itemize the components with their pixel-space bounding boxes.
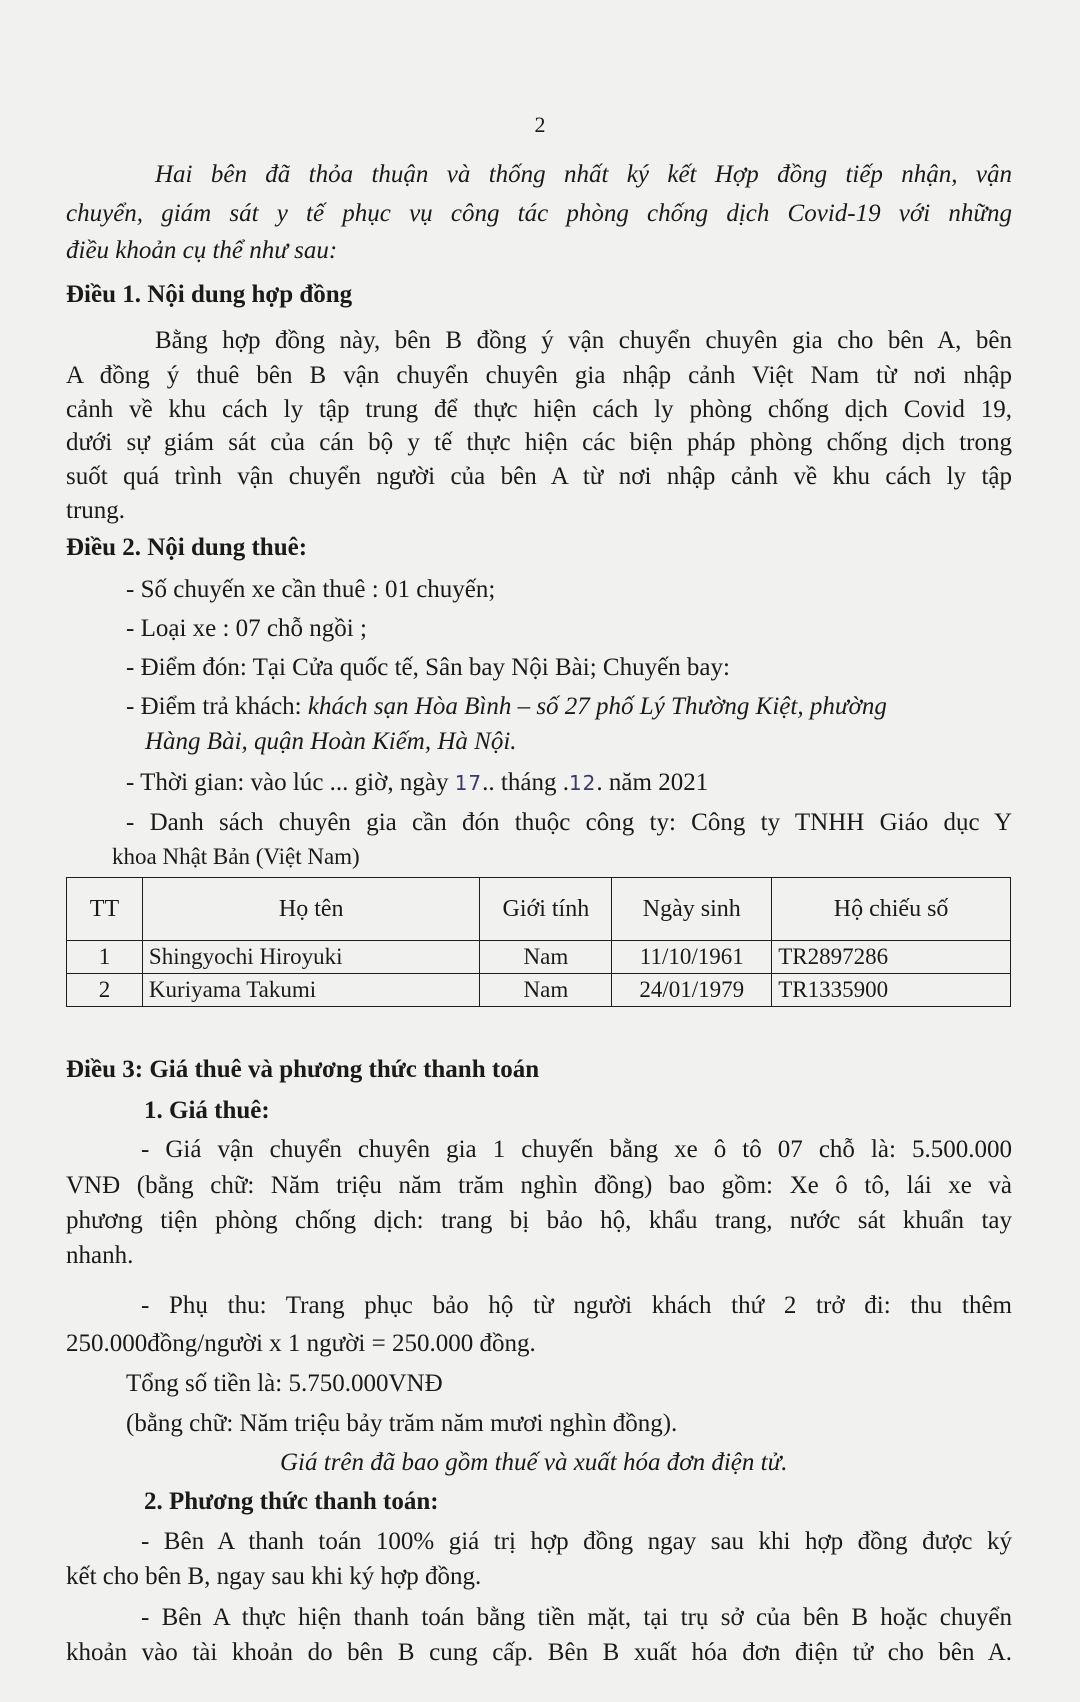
phu-thu-line-1: - Phụ thu: Trang phục bảo hộ từ người khách thứ 2 trở đi: thu thêm — [141, 1292, 1012, 1319]
intro-line-3: điều khoản cụ thể như sau: — [66, 237, 338, 264]
thoi-gian-mid: .. tháng . — [482, 769, 569, 796]
dieu1-line-5: suốt quá trình vận chuyển người của bên A từ nơi nhập cảnh về khu cách ly tập — [66, 463, 1012, 490]
pt-line-2: kết cho bên B, ngay sau khi ký hợp đồng. — [66, 1563, 482, 1590]
diem-don-line: - Điểm đón: Tại Cửa quốc tế, Sân bay Nội Bài; Chuyến bay: — [126, 654, 730, 681]
loai-xe-line: - Loại xe : 07 chỗ ngồi ; — [126, 615, 367, 642]
handwritten-month: 12 — [568, 771, 597, 795]
header-ho-chieu: Hộ chiếu số — [772, 878, 1011, 941]
thoi-gian-suffix: . năm 2021 — [596, 769, 709, 796]
phuong-thuc-heading: 2. Phương thức thanh toán: — [144, 1488, 439, 1515]
dieu3-title: Điều 3: Giá thuê và phương thức thanh toán — [66, 1056, 540, 1083]
table-header-row — [67, 878, 1011, 941]
intro-line-1: Hai bên đã thỏa thuận và thống nhất ký kết Hợp đồng tiếp nhận, vận — [155, 161, 1012, 188]
header-ho-ten: Họ tên — [142, 878, 480, 941]
thoi-gian-line — [126, 768, 708, 798]
handwritten-day: 17 — [454, 771, 483, 795]
header-ngay-sinh: Ngày sinh — [612, 878, 772, 941]
dieu1-line-1: Bằng hợp đồng này, bên B đồng ý vận chuyển chuyên gia cho bên A, bên — [155, 327, 1012, 354]
dieu1-line-3: cảnh về khu cách ly tập trung để thực hiện cách ly phòng chống dịch Covid 19, — [66, 396, 1012, 423]
danh-sach-line-1: - Danh sách chuyên gia cần đón thuộc công ty: Công ty TNHH Giáo dục Y — [126, 809, 1012, 836]
cell-gioi-tinh: Nam — [480, 974, 612, 1007]
intro-line-2: chuyển, giám sát y tế phục vụ công tác phòng chống dịch Covid-19 với những — [66, 200, 1012, 227]
cell-ho-chieu: TR1335900 — [772, 974, 1011, 1007]
tong-so-tien: Tổng số tiền là: 5.750.000VNĐ — [126, 1370, 443, 1397]
so-chuyen-line: - Số chuyến xe cần thuê : 01 chuyến; — [126, 576, 496, 603]
phu-thu-line-2: 250.000đồng/người x 1 người = 250.000 đồng. — [66, 1330, 536, 1357]
cell-ho-ten: Kuriyama Takumi — [142, 974, 480, 1007]
diem-tra-label: - Điểm trả khách: — [126, 693, 308, 720]
thoi-gian-prefix: - Thời gian: vào lúc ... giờ, ngày — [126, 769, 455, 796]
gia-line-3: phương tiện phòng chống dịch: trang bị bảo hộ, khẩu trang, nước sát khuẩn tay — [66, 1207, 1012, 1234]
pt-line-4: khoản vào tài khoản do bên B cung cấp. Bên B xuất hóa đơn điện tử cho bên A. — [66, 1639, 1012, 1666]
bang-chu-line: (bằng chữ: Năm triệu bảy trăm năm mươi nghìn đồng). — [126, 1410, 678, 1437]
dieu1-title: Điều 1. Nội dung hợp đồng — [66, 281, 353, 308]
pt-line-1: - Bên A thanh toán 100% giá trị hợp đồng ngay sau khi hợp đồng được ký — [141, 1528, 1012, 1555]
cell-ngay-sinh: 11/10/1961 — [612, 941, 772, 974]
gia-line-1: - Giá vận chuyển chuyên gia 1 chuyến bằng xe ô tô 07 chỗ là: 5.500.000 — [141, 1136, 1012, 1163]
diem-tra-address-1: khách sạn Hòa Bình – số 27 phố Lý Thường Kiệt, phường — [307, 693, 887, 720]
header-tt: TT — [67, 878, 143, 941]
pt-line-3: - Bên A thực hiện thanh toán bằng tiền mặt, tại trụ sở của bên B hoặc chuyển — [141, 1604, 1012, 1631]
cell-gioi-tinh: Nam — [480, 941, 612, 974]
cell-tt: 2 — [67, 974, 143, 1007]
cell-ho-ten: Shingyochi Hiroyuki — [142, 941, 480, 974]
dieu1-line-6: trung. — [66, 497, 126, 524]
gia-line-2: VNĐ (bằng chữ: Năm triệu năm trăm nghìn đồng) bao gồm: Xe ô tô, lái xe và — [66, 1172, 1012, 1199]
dieu2-title: Điều 2. Nội dung thuê: — [66, 534, 308, 561]
cell-tt: 1 — [67, 941, 143, 974]
gia-thue-heading: 1. Giá thuê: — [144, 1097, 270, 1124]
diem-tra-line-2: Hàng Bài, quận Hoàn Kiếm, Hà Nội. — [145, 728, 517, 755]
expert-table — [66, 877, 1011, 1007]
header-gioi-tinh: Giới tính — [480, 878, 612, 941]
cell-ngay-sinh: 24/01/1979 — [612, 974, 772, 1007]
dieu1-line-4: dưới sự giám sát của cán bộ y tế thực hiện các biện pháp phòng chống dịch trong — [66, 429, 1012, 456]
dieu1-line-2: A đồng ý thuê bên B vận chuyển chuyên gia nhập cảnh Việt Nam từ nơi nhập — [66, 362, 1012, 389]
gia-line-4: nhanh. — [66, 1242, 134, 1269]
table-row — [67, 974, 1011, 1007]
table-row — [67, 941, 1011, 974]
tax-note: Giá trên đã bao gồm thuế và xuất hóa đơn điện tử. — [280, 1449, 788, 1476]
diem-tra-line-1 — [126, 692, 887, 722]
danh-sach-line-2: khoa Nhật Bản (Việt Nam) — [112, 844, 360, 869]
page-number: 2 — [534, 112, 546, 137]
cell-ho-chieu: TR2897286 — [772, 941, 1011, 974]
